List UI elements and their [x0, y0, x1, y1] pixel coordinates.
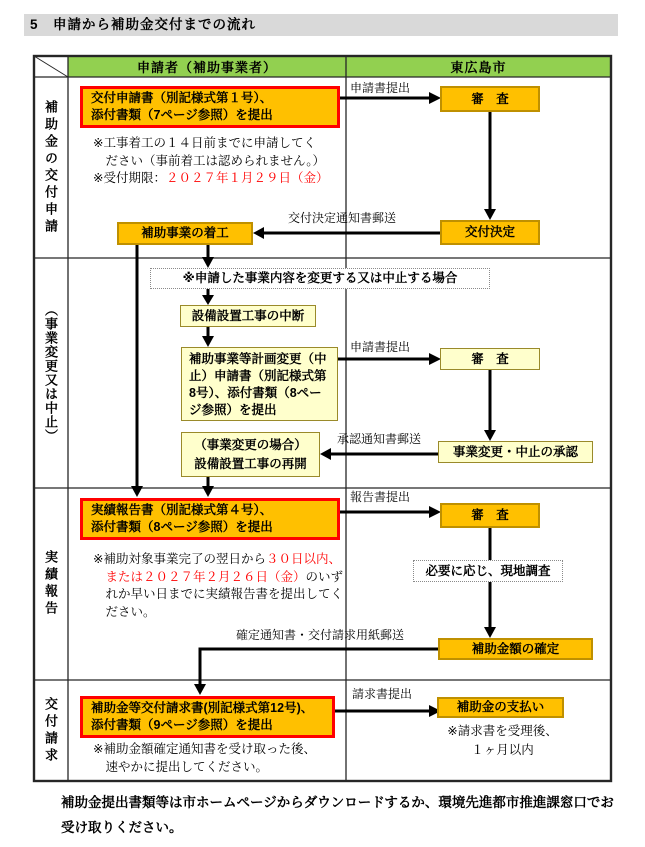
report-note-part1: ※補助対象事業完了の翌日から: [93, 552, 266, 566]
subsidy-payment-box: 補助金の支払い: [437, 697, 564, 718]
review-box-3: 審 査: [440, 503, 540, 528]
work-suspension-box: 設備設置工事の中断: [180, 305, 316, 327]
payment-claim-box: 補助金等交付請求書(別記様式第12号)、 添付書類（9ページ参照）を提出: [80, 696, 335, 738]
header-applicant: 申請者（補助事業者）: [136, 60, 277, 75]
project-start-box: 補助事業の着工: [117, 222, 253, 245]
site-survey-note-box: 必要に応じ、現地調査: [413, 560, 563, 582]
work-resume-box: （事業変更の場合） 設備設置工事の再開: [181, 432, 320, 477]
arrow-label-claim-submit: 請求書提出: [352, 687, 413, 701]
arrow-label-confirmation-mail: 確定通知書・交付請求用紙郵送: [236, 628, 405, 642]
review-box-2: 審 査: [440, 348, 540, 370]
change-approval-box: 事業変更・中止の承認: [438, 441, 593, 463]
arrow-label-application-submit: 申請書提出: [350, 81, 411, 95]
page-title: 5 申請から補助金交付までの流れ: [24, 14, 618, 36]
grant-decision-box: 交付決定: [440, 220, 540, 245]
performance-report-box: 実績報告書（別記様式第４号）、 添付書類（8ページ参照）を提出: [80, 498, 340, 540]
note-apply-before-construction: ※工事着工の１４日前までに申請してく ださい（事前着工は認められません。）: [93, 136, 326, 168]
deadline-date: ２０２７年１月２９日（金）: [165, 171, 329, 185]
arrow-label-change-submit: 申請書提出: [350, 340, 411, 354]
note-payment-within-month: ※請求書を受理後、 １ヶ月以内: [447, 724, 558, 757]
report-note-deadline: ３０日以内、または２０２７年２月２６日（金）: [105, 552, 341, 584]
deadline-label: ※受付期限：: [93, 171, 166, 185]
arrow-label-decision-notice: 交付決定通知書郵送: [288, 211, 397, 225]
row-label-payment-claim: 交付請求: [43, 697, 58, 765]
review-box-1: 審 査: [440, 86, 540, 112]
amount-confirmation-box: 補助金額の確定: [438, 638, 593, 660]
grant-application-box: 交付申請書（別記様式第１号）、 添付書類（7ページ参照）を提出: [80, 86, 340, 128]
row-label-grant-application: 補助金の交付申請: [43, 99, 58, 236]
footer-note: 補助金提出書類等は市ホームページからダウンロードするか、環境先進都市推進課窓口でお受け取りください。: [61, 795, 614, 835]
arrow-label-approval-notice: 承認通知書郵送: [337, 432, 422, 446]
row-label-change-cancel: （事業変更又は中止）: [43, 303, 58, 443]
report-note-part2: のいずれか早い日までに実績報告書を提出してください。: [105, 569, 344, 619]
change-application-box: 補助事業等計画変更（中 止）申請書（別記様式第 8号）、添付書類（8ペー ジ参照）を提出: [181, 347, 338, 421]
header-city: 東広島市: [450, 60, 507, 75]
change-case-note-box: ※申請した事業内容を変更する又は中止する場合: [150, 268, 490, 289]
arrow-label-report-submit: 報告書提出: [350, 490, 411, 504]
note-claim-promptly: ※補助金額確定通知書を受け取った後、 速やかに提出してください。: [93, 742, 316, 774]
note-application-deadline: [93, 170, 393, 188]
note-report-deadline: [93, 551, 351, 621]
row-label-performance-report: 実績報告: [43, 550, 58, 618]
